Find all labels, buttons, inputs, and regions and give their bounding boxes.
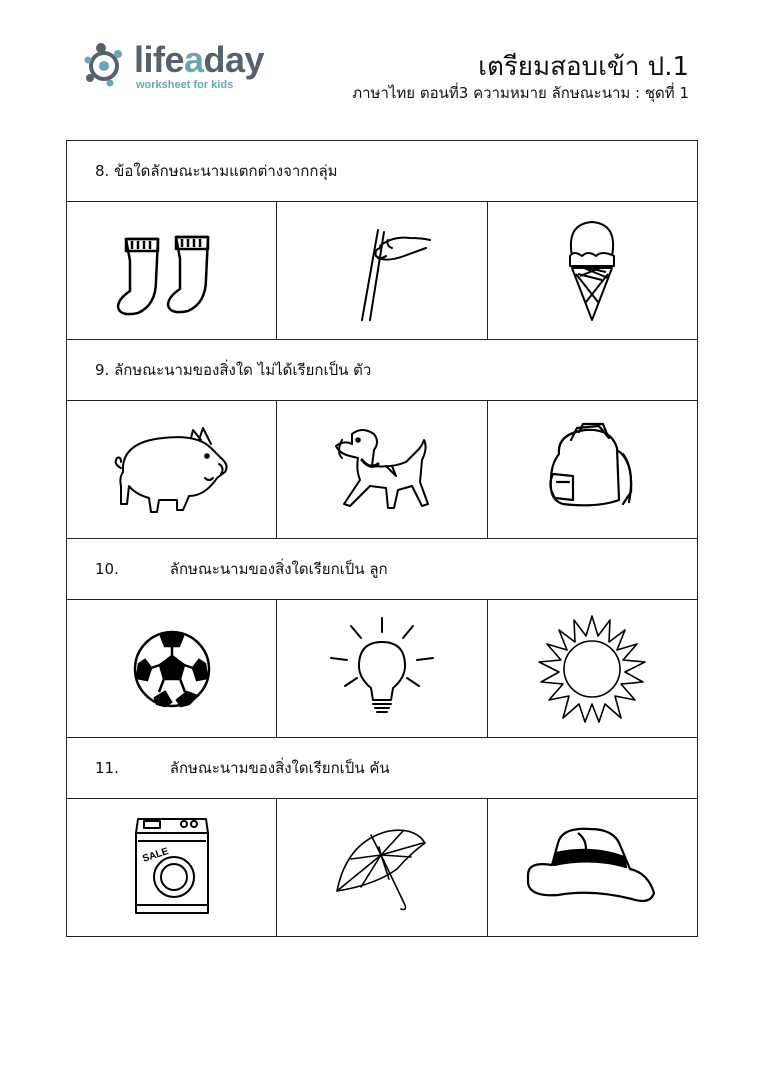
pig-icon [107, 420, 237, 520]
page-title: เตรียมสอบเข้า ป.1 [478, 52, 689, 82]
light-bulb-icon [327, 614, 437, 724]
backpack-icon [537, 420, 647, 520]
chopsticks-icon [322, 216, 442, 326]
question-number: 8. [95, 162, 110, 180]
picture-row [67, 401, 698, 539]
picture-choice[interactable] [67, 799, 277, 937]
picture-choice[interactable] [487, 202, 697, 340]
ice-cream-cone-icon [552, 216, 632, 326]
picture-choice[interactable] [277, 799, 487, 937]
question-text: ลักษณะนามของสิ่งใด ไม่ได้เรียกเป็น ตัว [114, 361, 372, 379]
question-cell [67, 539, 698, 600]
picture-choice[interactable] [487, 799, 697, 937]
sun-icon [537, 614, 647, 724]
question-row [67, 738, 698, 799]
question-text: ข้อใดลักษณะนามแตกต่างจากกลุ่ม [114, 162, 338, 180]
question-cell [67, 738, 698, 799]
washer-sale-label: SALE [140, 845, 170, 865]
question-number: 10. [95, 560, 119, 578]
question-number: 11. [95, 759, 119, 777]
picture-choice[interactable] [67, 401, 277, 539]
washing-machine-icon [122, 813, 222, 923]
dog-icon [322, 420, 442, 520]
logo-molecule-icon [82, 40, 130, 88]
picture-choice[interactable] [277, 401, 487, 539]
lifeaday-logo [82, 38, 282, 98]
hat-icon [522, 823, 662, 913]
question-cell [67, 340, 698, 401]
question-text: ลักษณะนามของสิ่งใดเรียกเป็น คัน [169, 759, 390, 777]
picture-choice[interactable] [487, 401, 697, 539]
page-subtitle: ภาษาไทย ตอนที่3 ความหมาย ลักษณะนาม : ชุดที่ 1 [352, 84, 689, 102]
question-number: 9. [95, 361, 110, 379]
socks-icon [112, 221, 232, 321]
picture-choice[interactable] [67, 600, 277, 738]
question-row [67, 539, 698, 600]
picture-choice[interactable] [277, 600, 487, 738]
logo-wordmark: lifeaday [134, 39, 265, 80]
picture-choice[interactable] [277, 202, 487, 340]
logo-tagline: worksheet for kids [136, 79, 234, 91]
picture-choice[interactable] [67, 202, 277, 340]
worksheet-table [66, 140, 698, 937]
question-cell [67, 141, 698, 202]
soccer-ball-icon [127, 624, 217, 714]
picture-choice[interactable] [487, 600, 697, 738]
question-row [67, 340, 698, 401]
question-row [67, 141, 698, 202]
umbrella-icon [327, 813, 437, 923]
question-text: ลักษณะนามของสิ่งใดเรียกเป็น ลูก [169, 560, 388, 578]
picture-row [67, 799, 698, 937]
picture-row [67, 202, 698, 340]
picture-row [67, 600, 698, 738]
